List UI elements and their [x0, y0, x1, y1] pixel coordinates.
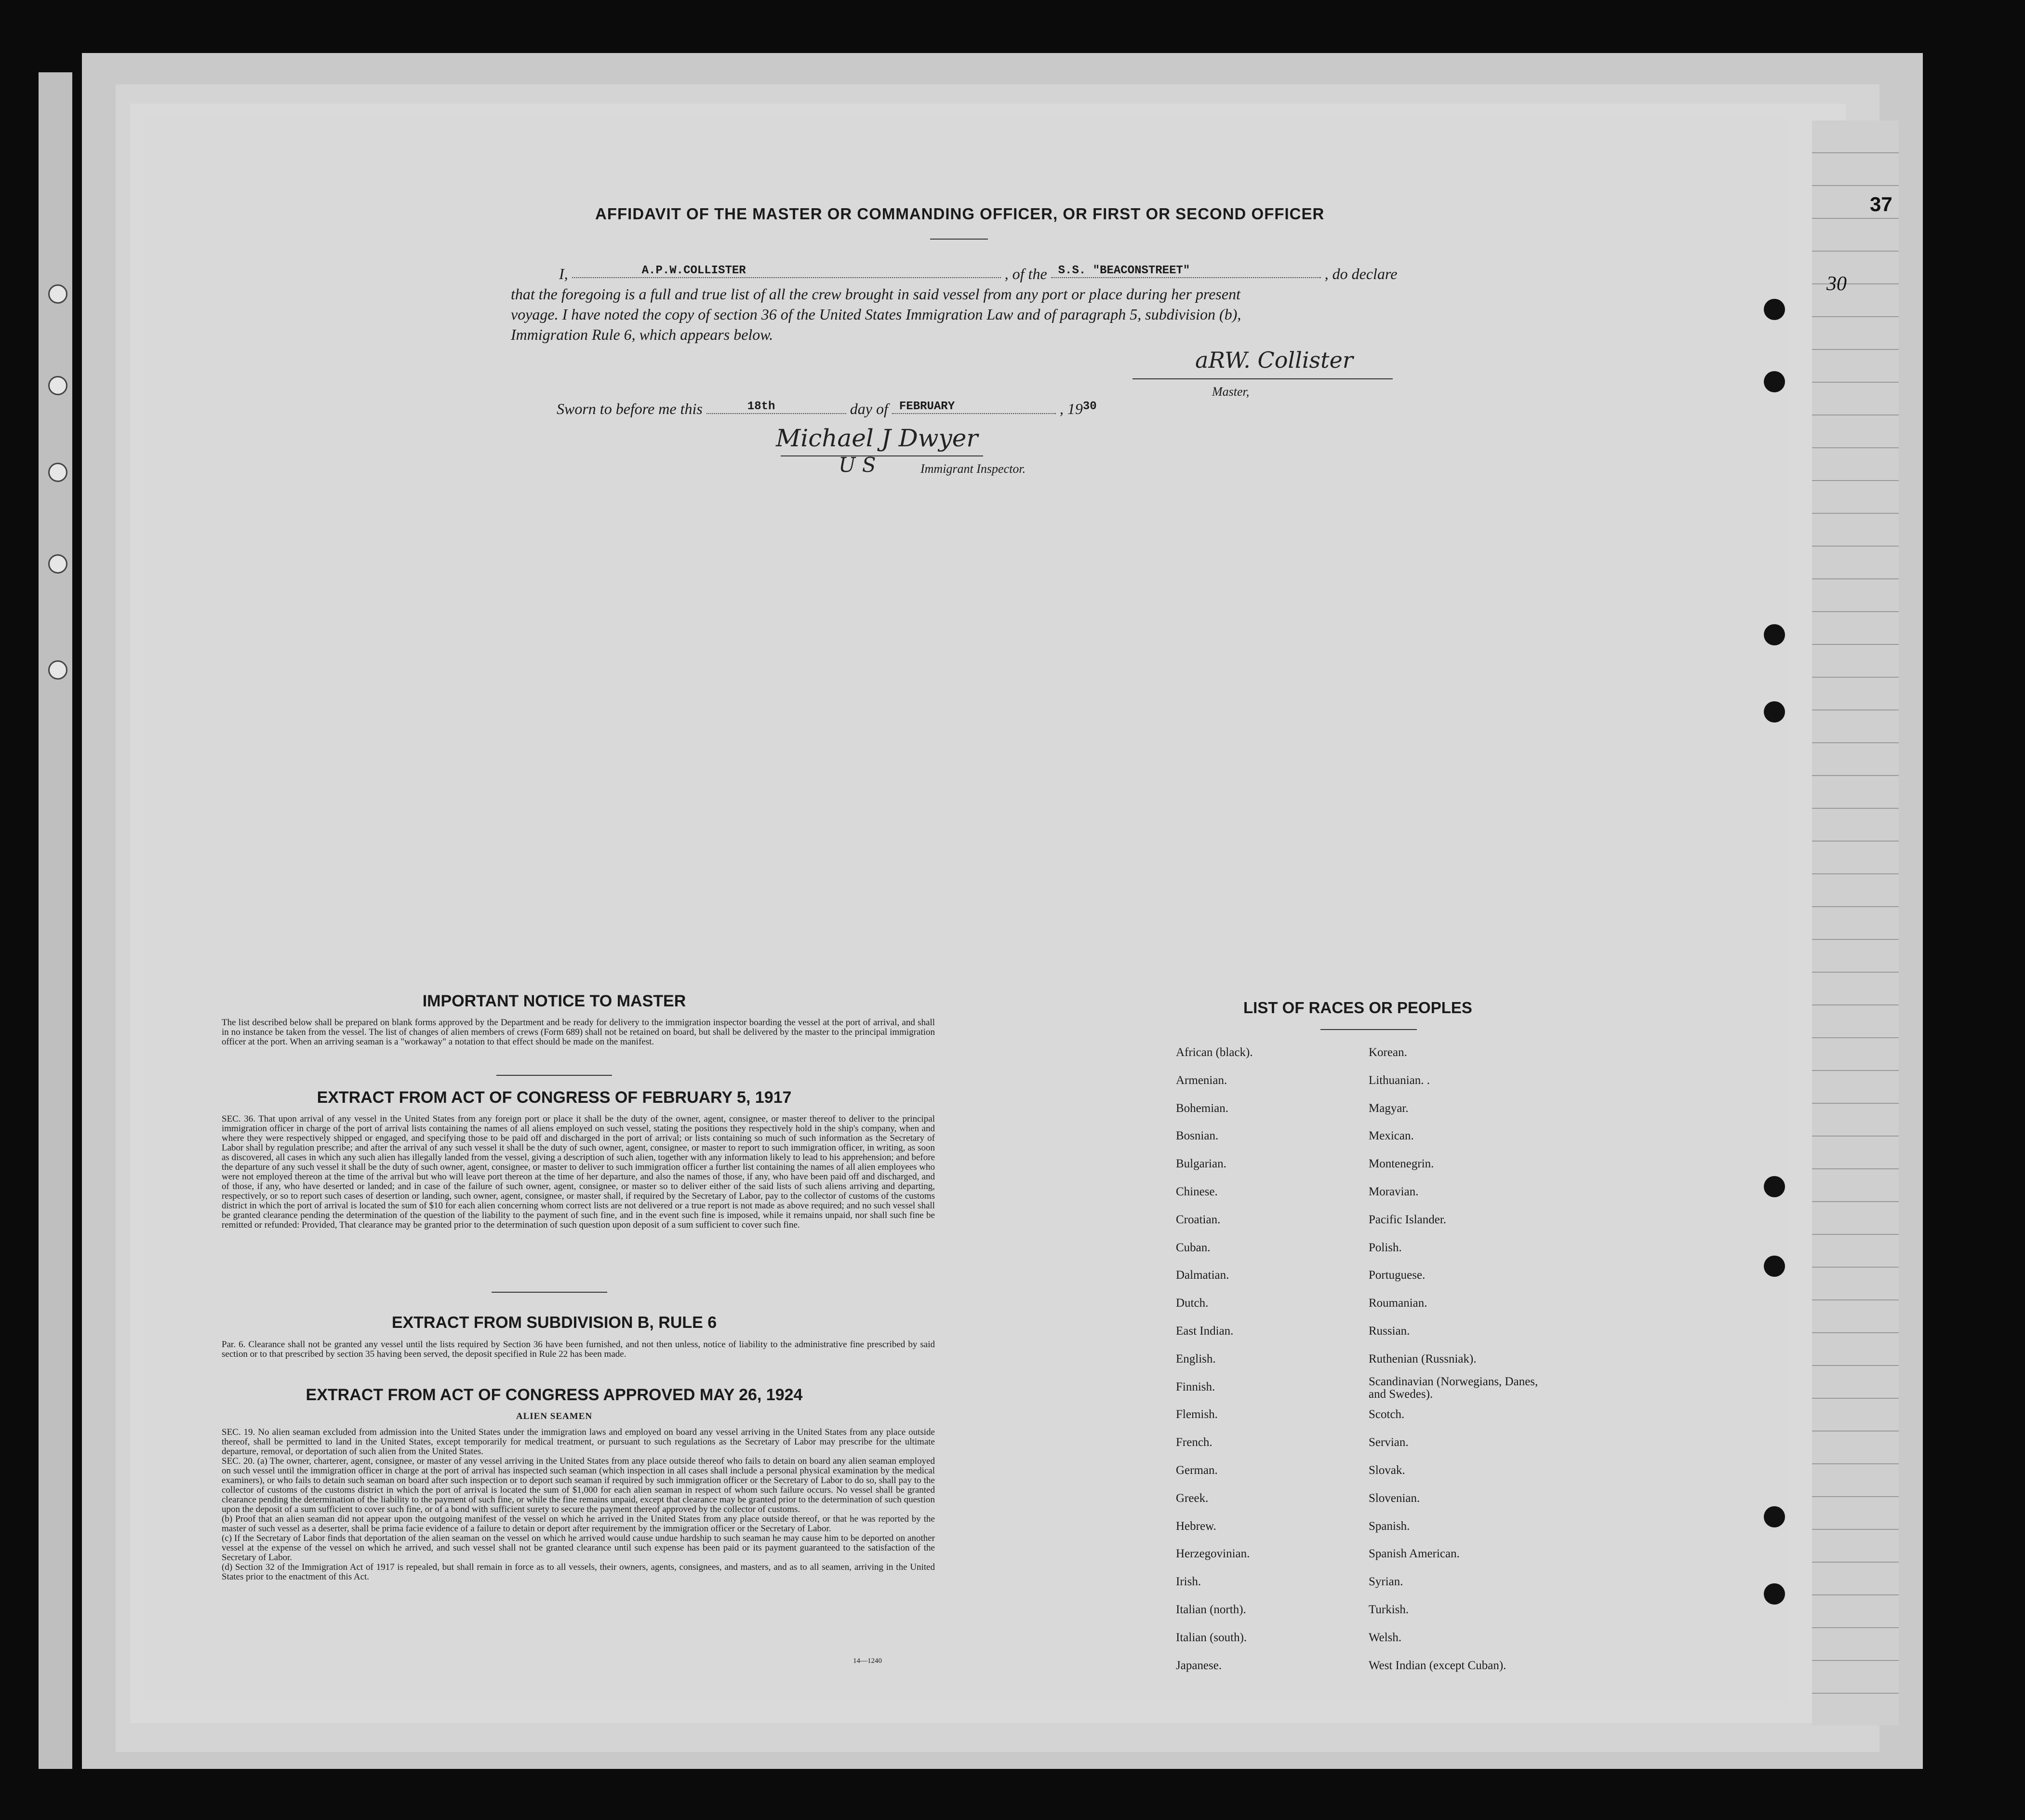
rule6-title: EXTRACT FROM SUBDIVISION B, RULE 6	[391, 1313, 717, 1332]
punch-hole	[1764, 1256, 1785, 1277]
inspector-label: Immigrant Inspector.	[920, 462, 1026, 476]
race-item: Chinese.	[1176, 1185, 1218, 1198]
title-divider	[930, 239, 988, 240]
page-number: 37	[1870, 193, 1892, 215]
race-item: African (black).	[1176, 1046, 1253, 1059]
handwritten-number: 30	[1826, 273, 1847, 295]
race-item: Italian (north).	[1176, 1603, 1246, 1616]
inspector-signature-line	[781, 455, 983, 456]
master-signature-line	[1132, 378, 1393, 379]
sworn-line	[557, 400, 1097, 419]
race-item: Croatian.	[1176, 1213, 1221, 1226]
sworn-month: FEBRUARY	[899, 400, 955, 413]
binder-hole	[48, 376, 67, 395]
of-the-label: , of the	[1004, 265, 1047, 282]
race-item: Ruthenian (Russniak).	[1369, 1352, 1477, 1365]
race-item: East Indian.	[1176, 1325, 1234, 1338]
race-item: Japanese.	[1176, 1659, 1222, 1672]
race-item: Spanish American.	[1369, 1547, 1460, 1561]
punch-hole	[1764, 1583, 1785, 1605]
race-item: Armenian.	[1176, 1073, 1227, 1087]
race-item: Turkish.	[1369, 1603, 1409, 1616]
rule6-body: Par. 6. Clearance shall not be granted any vessel until the lists required by Section 36 have been furnished, and not then unless, notice of liability to the administrative fine prescribed by said section or to that prescribed by section 35 having been served, the deposit specified in Rule 22 has been made.	[222, 1339, 935, 1359]
race-item: Flemish.	[1176, 1408, 1218, 1421]
races-title: LIST OF RACES OR PEOPLES	[1243, 999, 1472, 1017]
punch-hole	[1764, 1176, 1785, 1197]
sworn-day-field	[706, 395, 846, 414]
race-item: Servian.	[1369, 1436, 1409, 1449]
affidavit-line2: that the foregoing is a full and true list of all the crew brought in said vessel from any port or place during her present	[511, 285, 1240, 303]
sworn-month-field	[892, 395, 1056, 414]
affidavit-line1	[559, 265, 1634, 284]
sworn-day: 18th	[747, 400, 775, 413]
race-item: Moravian.	[1369, 1185, 1419, 1198]
extract-1917-divider	[492, 1292, 607, 1293]
race-item: Slovak.	[1369, 1464, 1405, 1477]
notice-title: IMPORTANT NOTICE TO MASTER	[422, 992, 686, 1010]
race-item: Welsh.	[1369, 1631, 1402, 1644]
affidavit-title: AFFIDAVIT OF THE MASTER OR COMMANDING OFFICER, OR FIRST OR SECOND OFFICER	[595, 205, 1325, 223]
punch-hole	[1764, 624, 1785, 645]
do-declare-label: , do declare	[1324, 265, 1398, 282]
day-of-label: day of	[850, 400, 888, 417]
punch-hole	[1764, 371, 1785, 392]
race-item: Italian (south).	[1176, 1631, 1247, 1644]
extract-1917-title: EXTRACT FROM ACT OF CONGRESS OF FEBRUARY 5, 1917	[317, 1088, 792, 1107]
i-label: I,	[559, 265, 568, 282]
punch-hole	[1764, 299, 1785, 320]
sworn-label: Sworn to before me this	[557, 400, 703, 417]
race-item: Bosnian.	[1176, 1129, 1219, 1143]
race-item: Bohemian.	[1176, 1101, 1229, 1115]
inspector-signature: Michael J Dwyer	[776, 424, 978, 452]
binder-hole	[48, 554, 67, 574]
race-item: Irish.	[1176, 1575, 1201, 1589]
race-item: Greek.	[1176, 1491, 1209, 1505]
race-item: Russian.	[1369, 1325, 1410, 1338]
race-item: West Indian (except Cuban).	[1369, 1659, 1506, 1672]
extract-1917-body: SEC. 36. That upon arrival of any vessel in the United States from any foreign port or place it shall be the duty of the owner, agent, consignee, or master thereof to deliver to the principal immigration officer in charge of the port of arrival lists containing the names of all aliens employed on such vessel, stating the positions they respectively hold in the ship's company, when and where they were respectively shipped or engaged, and specifying those to be paid off and discharged in the port of arrival; or lists containing so much of such information as the Secretary of Labor shall by regulation prescribe; and after the arrival of any such vessel it shall be the duty of such owner, agent, consignee, or master to report to such immigration officer, in writing, as soon as discovered, all cases in which any such alien has illegally landed from the vessel, giving a description of such alien, together with any information likely to lead to his apprehension; and before the departure of any such vessel it shall be the duty of such owner, agent, consignee, or master to deliver to such immigration officer a further list containing the names of all alien employees who were not employed thereon at the time of the arrival but who will leave port thereon at the time of her departure, and also the names of those, if any, who have been paid off and discharged, and of those, if any, who have deserted or landed; and in case of the failure of such owner, agent, consignee, or master so to deliver either of the said lists of such aliens arriving and departing, respectively, or so to report such cases of desertion or landing, such owner, agent, consignee, or master shall, if required by the Secretary of Labor, pay to the collector of customs of the customs district in which the port of arrival is located the sum of $10 for each alien concerning whom correct lists are not delivered or a true report is not made as above required; and no such vessel shall be granted clearance pending the determination of the question of the liability to the payment of such fine, and in the event such fine is imposed, while it remains unpaid, nor shall such fine be remitted or refunded: Provided, That clearance may be granted prior to the determination of such question upon deposit of a sum sufficient to cover such fine.	[222, 1114, 935, 1230]
race-item: Pacific Islander.	[1369, 1213, 1447, 1226]
race-item: Herzegovinian.	[1176, 1547, 1250, 1561]
race-item: Finnish.	[1176, 1380, 1215, 1393]
master-signature: aRW. Collister	[1195, 347, 1353, 373]
punch-hole	[1764, 1506, 1785, 1527]
binder-hole	[48, 284, 67, 304]
race-item: English.	[1176, 1352, 1216, 1365]
master-label: Master,	[1212, 385, 1250, 399]
master-name-field	[572, 259, 1001, 278]
race-item: Scotch.	[1369, 1408, 1405, 1421]
race-item: Syrian.	[1369, 1575, 1403, 1589]
race-item: Montenegrin.	[1369, 1157, 1434, 1171]
race-item: Lithuanian. .	[1369, 1073, 1430, 1087]
form-number: 14—1240	[853, 1657, 882, 1665]
affidavit-line3: voyage. I have noted the copy of section 36 of the United States Immigration Law and of paragraph 5, subdivision (b),	[511, 306, 1241, 323]
master-name: A.P.W.COLLISTER	[641, 264, 746, 277]
race-item: Scandinavian (Norwegians, Danes, and Swedes).	[1369, 1375, 1538, 1401]
binder-hole	[48, 463, 67, 482]
race-item: German.	[1176, 1464, 1218, 1477]
race-item: Magyar.	[1369, 1101, 1409, 1115]
inspector-mark: U S	[839, 453, 876, 477]
extract-1924-title: EXTRACT FROM ACT OF CONGRESS APPROVED MAY 26, 1924	[306, 1386, 803, 1404]
manifest-page	[145, 116, 1788, 1701]
vessel-name-field	[1051, 259, 1321, 278]
race-item: Korean.	[1369, 1046, 1407, 1059]
race-item: Dutch.	[1176, 1297, 1209, 1310]
vessel-name: S.S. "BEACONSTREET"	[1058, 264, 1190, 277]
race-item: Mexican.	[1369, 1129, 1414, 1143]
race-item: Portuguese.	[1369, 1269, 1425, 1282]
race-item: Hebrew.	[1176, 1519, 1216, 1533]
affidavit-line4: Immigration Rule 6, which appears below.	[511, 326, 773, 343]
race-item: Polish.	[1369, 1241, 1402, 1254]
race-item: French.	[1176, 1436, 1212, 1449]
race-item: Spanish.	[1369, 1519, 1410, 1533]
sworn-year: 30	[1082, 400, 1097, 413]
year-prefix: , 19	[1059, 400, 1083, 417]
race-item: Cuban.	[1176, 1241, 1211, 1254]
notice-divider	[496, 1075, 612, 1076]
race-item: Slovenian.	[1369, 1491, 1420, 1505]
races-divider	[1320, 1029, 1417, 1030]
extract-1924-subtitle: ALIEN SEAMEN	[516, 1411, 593, 1421]
punch-hole	[1764, 701, 1785, 723]
binder-hole	[48, 660, 67, 680]
left-binding-strip	[39, 72, 72, 1769]
ruled-sheet-edge	[1812, 120, 1899, 1726]
race-item: Dalmatian.	[1176, 1269, 1229, 1282]
race-item: Bulgarian.	[1176, 1157, 1226, 1171]
race-item: Roumanian.	[1369, 1297, 1427, 1310]
notice-body: The list described below shall be prepared on blank forms approved by the Department and be ready for delivery to the immigration inspector boarding the vessel at the port of arrival, and shall in no instance be taken from the vessel. The list of changes of alien members of crews (Form 689) shall not be retained on board, but shall be delivered by the master to the principal immigration officer at the port. When an arriving seaman is a "workaway" a notation to that effect should be made on the manifest.	[222, 1017, 935, 1047]
extract-1924-body: SEC. 19. No alien seaman excluded from admission into the United States under the immigration laws and employed on board any vessel arriving in the United States from any place outside thereof, shall be permitted to land in the United States, except temporarily for medical treatment, or pursuant to such regulations as the Secretary of Labor may prescribe for the ultimate departure, removal, or deportation of such alien from the United States. SEC. 20. (a) The owner, charterer, agent, consignee, or master of any vessel arriving in the United States from any place outside thereof who fails to detain on board any alien seaman employed on such vessel until the immigration officer in charge at the port of arrival has inspected such seaman (which inspection in all cases shall include a personal physical examination by the medical examiners), or who fails to detain such seaman on board after such inspection or to deport such seaman if required by such immigration officer or the Secretary of Labor to do so, shall pay to the collector of customs of the customs district in which the port of arrival is located the sum of $1,000 for each alien seaman in respect of whom such failure occurs. No vessel shall be granted clearance pending the determination of the liability to the payment of such fine, or while the fine remains unpaid, except that clearance may be granted prior to the determination of such question upon the deposit of a sum sufficient to cover such fine, or of a bond with sufficient surety to secure the payment thereof approved by the collector of customs. (b) Proof that an alien seaman did not appear upon the outgoing manifest of the vessel on which he arrived in the United States from any place outside thereof, or that he was reported by the master of such vessel as a deserter, shall be prima facie evidence of a failure to detain or deport after requirement by the immigration officer or the Secretary of Labor. (c) If the Secretary of Labor finds that deportation of the alien seaman on the vessel on which he arrived would cause undue hardship to such seaman he may cause him to be deported on another vessel at the expense of the vessel on which he arrived, and such vessel shall not be granted clearance until such expense has been paid or its payment guaranteed to the satisfaction of the Secretary of Labor. (d) Section 32 of the Immigration Act of 1917 is repealed, but shall remain in force as to all vessels, their owners, agents, consignees, and masters, and as to all seamen, arriving in the United States prior to the enactment of this Act.	[222, 1427, 935, 1582]
